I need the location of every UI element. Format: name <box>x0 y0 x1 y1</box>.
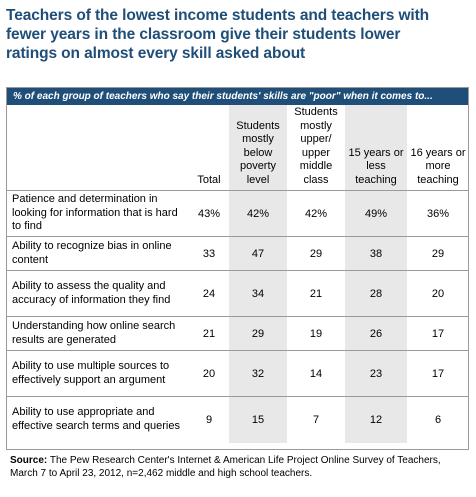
row-label: Patience and determination in looking for information that is hard to find <box>7 191 189 237</box>
cell-value: 29 <box>229 317 287 351</box>
title-line: fewer years in the classroom give their students lower <box>6 26 401 43</box>
row-label: Understanding how online search results are generated <box>7 317 189 351</box>
row-label: Ability to recognize bias in online content <box>7 237 189 271</box>
data-table <box>7 105 469 443</box>
table-row <box>7 317 469 351</box>
table-body <box>7 191 469 443</box>
cell-value: 33 <box>189 237 229 271</box>
cell-value: 24 <box>189 271 229 317</box>
column-header: 16 years or more teaching <box>407 105 469 191</box>
cell-value: 17 <box>407 351 469 397</box>
cell-value: 47 <box>229 237 287 271</box>
cell-value: 42% <box>287 191 345 237</box>
table-row <box>7 351 469 397</box>
source-text: The Pew Research Center's Internet & American Life Project Online Survey of Teachers, March 7 to April 23, 2012, n=2,462 middle and high school teachers. <box>10 455 441 479</box>
cell-value: 21 <box>189 317 229 351</box>
column-header: 15 years or less teaching <box>345 105 407 191</box>
cell-value: 20 <box>407 271 469 317</box>
cell-value: 6 <box>434 413 442 426</box>
table-row <box>7 237 469 271</box>
table-box <box>6 87 469 450</box>
cell-value: 36% <box>407 191 469 237</box>
cell-value: 42% <box>229 191 287 237</box>
title-line: ratings on almost every skill asked about <box>6 45 306 62</box>
table-row <box>7 191 469 237</box>
header-blank <box>7 105 189 191</box>
table-row <box>7 397 469 443</box>
source-note <box>10 454 470 480</box>
cell-value: 23 <box>345 351 407 397</box>
cell-value: 49% <box>345 191 407 237</box>
cell-value: 28 <box>345 271 407 317</box>
cell-value: 21 <box>287 271 345 317</box>
header-row <box>7 105 469 191</box>
cell-value: 29 <box>287 237 345 271</box>
chart-title <box>6 6 470 63</box>
cell-value: 29 <box>407 237 469 271</box>
cell-value: 38 <box>345 237 407 271</box>
row-label: Ability to use appropriate and effective search terms and queries <box>12 406 180 432</box>
cell-value: 26 <box>345 317 407 351</box>
column-header: Students mostly upper/ upper middle class <box>287 105 345 191</box>
cell-value: 19 <box>287 317 345 351</box>
table-row <box>7 271 469 317</box>
column-header: Students mostly below poverty level <box>229 105 287 191</box>
cell-value: 32 <box>229 351 287 397</box>
cell-value: 7 <box>312 413 320 426</box>
row-label: Ability to assess the quality and accuracy of information they find <box>7 271 189 317</box>
cell-value: 9 <box>205 413 213 426</box>
cell-value: 15 <box>229 397 287 443</box>
title-line: Teachers of the lowest income students and teachers with <box>6 7 430 24</box>
cell-value: 20 <box>189 351 229 397</box>
cell-value: 17 <box>407 317 469 351</box>
table-banner: % of each group of teachers who say their students' skills are "poor" when it comes to... <box>7 88 468 105</box>
source-label: Source: <box>10 455 48 466</box>
row-label: Ability to use multiple sources to effectively support an argument <box>7 351 189 397</box>
column-header: Total <box>189 105 229 191</box>
cell-value: 14 <box>287 351 345 397</box>
cell-value: 34 <box>229 271 287 317</box>
chart-frame <box>0 6 476 497</box>
cell-value: 43% <box>189 191 229 237</box>
cell-value: 12 <box>345 397 407 443</box>
